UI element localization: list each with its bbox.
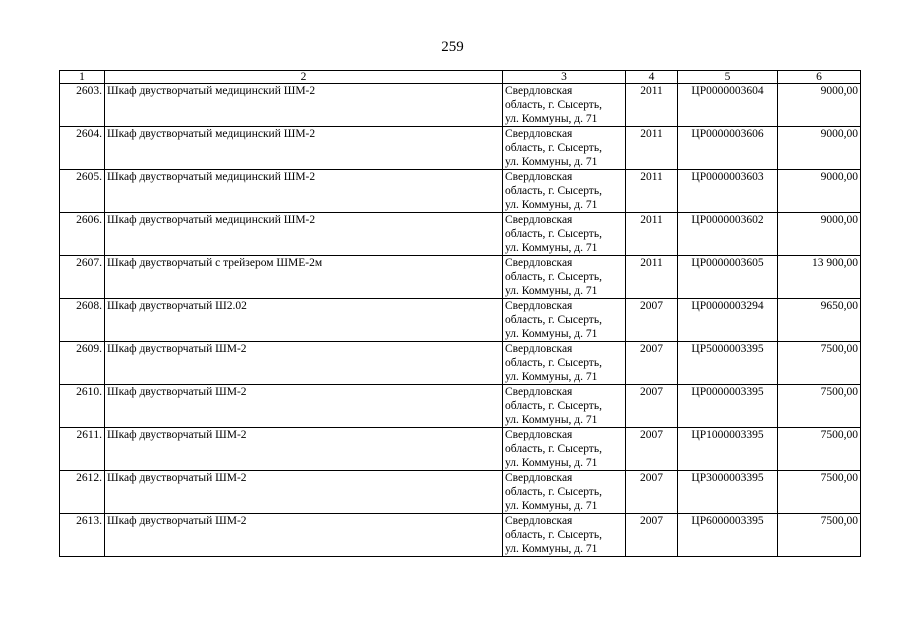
item-name-cell: Шкаф двустворчатый ШМ-2 [105, 385, 503, 428]
address-cell [503, 428, 626, 471]
inventory-code-cell: ЦР5000003395 [678, 342, 778, 385]
year-cell: 2011 [626, 213, 678, 256]
address-line: область, г. Сысерть, [505, 357, 602, 369]
year-cell: 2007 [626, 428, 678, 471]
price-cell: 9000,00 [778, 213, 861, 256]
table-row [60, 84, 861, 127]
address-line: область, г. Сысерть, [505, 314, 602, 326]
address-line: Свердловская [505, 257, 573, 269]
price-cell: 9000,00 [778, 170, 861, 213]
table-row [60, 514, 861, 557]
price-cell: 9000,00 [778, 127, 861, 170]
inventory-code-cell: ЦР3000003395 [678, 471, 778, 514]
address-line: ул. Коммуны, д. 71 [505, 113, 598, 125]
address-line: область, г. Сысерть, [505, 185, 602, 197]
address-line: область, г. Сысерть, [505, 142, 602, 154]
address-cell [503, 299, 626, 342]
item-name-cell: Шкаф двустворчатый ШМ-2 [105, 514, 503, 557]
address-line: ул. Коммуны, д. 71 [505, 414, 598, 426]
address-line: область, г. Сысерть, [505, 271, 602, 283]
table-row [60, 471, 861, 514]
address-cell [503, 471, 626, 514]
address-line: ул. Коммуны, д. 71 [505, 328, 598, 340]
address-line: ул. Коммуны, д. 71 [505, 156, 598, 168]
year-cell: 2011 [626, 84, 678, 127]
inventory-table [59, 70, 861, 557]
price-cell: 7500,00 [778, 428, 861, 471]
address-cell [503, 385, 626, 428]
price-cell: 13 900,00 [778, 256, 861, 299]
address-line: Свердловская [505, 472, 573, 484]
inventory-code-cell: ЦР0000003395 [678, 385, 778, 428]
column-header: 6 [778, 71, 861, 84]
address-cell [503, 127, 626, 170]
address-line: область, г. Сысерть, [505, 486, 602, 498]
row-number-cell: 2603. [60, 84, 105, 127]
inventory-code-cell: ЦР0000003294 [678, 299, 778, 342]
column-number-row [60, 71, 861, 84]
row-number-cell: 2609. [60, 342, 105, 385]
address-cell [503, 342, 626, 385]
address-cell [503, 256, 626, 299]
address-cell [503, 84, 626, 127]
item-name-cell: Шкаф двустворчатый ШМ-2 [105, 428, 503, 471]
item-name-cell: Шкаф двустворчатый медицинский ШМ-2 [105, 127, 503, 170]
row-number-cell: 2605. [60, 170, 105, 213]
address-line: ул. Коммуны, д. 71 [505, 371, 598, 383]
address-line: область, г. Сысерть, [505, 529, 602, 541]
table-row [60, 299, 861, 342]
address-line: Свердловская [505, 128, 573, 140]
item-name-cell: Шкаф двустворчатый с трейзером ШМЕ-2м [105, 256, 503, 299]
price-cell: 9650,00 [778, 299, 861, 342]
row-number-cell: 2606. [60, 213, 105, 256]
inventory-code-cell: ЦР0000003603 [678, 170, 778, 213]
price-cell: 7500,00 [778, 514, 861, 557]
table-row [60, 385, 861, 428]
inventory-code-cell: ЦР0000003606 [678, 127, 778, 170]
column-header: 4 [626, 71, 678, 84]
address-cell [503, 514, 626, 557]
address-line: ул. Коммуны, д. 71 [505, 543, 598, 555]
item-name-cell: Шкаф двустворчатый Ш2.02 [105, 299, 503, 342]
address-line: Свердловская [505, 515, 573, 527]
row-number-cell: 2608. [60, 299, 105, 342]
table-row [60, 342, 861, 385]
row-number-cell: 2610. [60, 385, 105, 428]
address-line: Свердловская [505, 85, 573, 97]
address-line: область, г. Сысерть, [505, 228, 602, 240]
row-number-cell: 2611. [60, 428, 105, 471]
row-number-cell: 2612. [60, 471, 105, 514]
item-name-cell: Шкаф двустворчатый медицинский ШМ-2 [105, 170, 503, 213]
address-line: ул. Коммуны, д. 71 [505, 457, 598, 469]
table-row [60, 127, 861, 170]
address-line: ул. Коммуны, д. 71 [505, 285, 598, 297]
column-header: 5 [678, 71, 778, 84]
inventory-code-cell: ЦР1000003395 [678, 428, 778, 471]
price-cell: 7500,00 [778, 342, 861, 385]
price-cell: 9000,00 [778, 84, 861, 127]
year-cell: 2007 [626, 299, 678, 342]
address-line: Свердловская [505, 171, 573, 183]
table-body [60, 84, 861, 557]
price-cell: 7500,00 [778, 385, 861, 428]
address-line: ул. Коммуны, д. 71 [505, 199, 598, 211]
page-number: 259 [441, 39, 464, 55]
year-cell: 2007 [626, 342, 678, 385]
year-cell: 2011 [626, 256, 678, 299]
year-cell: 2007 [626, 471, 678, 514]
year-cell: 2011 [626, 127, 678, 170]
table-header [60, 71, 861, 84]
year-cell: 2011 [626, 170, 678, 213]
item-name-cell: Шкаф двустворчатый ШМ-2 [105, 471, 503, 514]
address-line: область, г. Сысерть, [505, 400, 602, 412]
address-line: ул. Коммуны, д. 71 [505, 500, 598, 512]
inventory-code-cell: ЦР0000003605 [678, 256, 778, 299]
address-cell [503, 213, 626, 256]
inventory-code-cell: ЦР0000003604 [678, 84, 778, 127]
year-cell: 2007 [626, 385, 678, 428]
column-header: 3 [503, 71, 626, 84]
inventory-code-cell: ЦР0000003602 [678, 213, 778, 256]
year-cell: 2007 [626, 514, 678, 557]
address-line: ул. Коммуны, д. 71 [505, 242, 598, 254]
address-line: Свердловская [505, 214, 573, 226]
inventory-code-cell: ЦР6000003395 [678, 514, 778, 557]
address-line: Свердловская [505, 300, 573, 312]
address-line: Свердловская [505, 386, 573, 398]
address-line: Свердловская [505, 429, 573, 441]
column-header: 2 [105, 71, 503, 84]
item-name-cell: Шкаф двустворчатый ШМ-2 [105, 342, 503, 385]
row-number-cell: 2613. [60, 514, 105, 557]
address-cell [503, 170, 626, 213]
table-row [60, 428, 861, 471]
item-name-cell: Шкаф двустворчатый медицинский ШМ-2 [105, 213, 503, 256]
column-header: 1 [60, 71, 105, 84]
row-number-cell: 2604. [60, 127, 105, 170]
table-row [60, 256, 861, 299]
address-line: Свердловская [505, 343, 573, 355]
address-line: область, г. Сысерть, [505, 99, 602, 111]
table-row [60, 170, 861, 213]
row-number-cell: 2607. [60, 256, 105, 299]
address-line: область, г. Сысерть, [505, 443, 602, 455]
item-name-cell: Шкаф двустворчатый медицинский ШМ-2 [105, 84, 503, 127]
table-row [60, 213, 861, 256]
price-cell: 7500,00 [778, 471, 861, 514]
